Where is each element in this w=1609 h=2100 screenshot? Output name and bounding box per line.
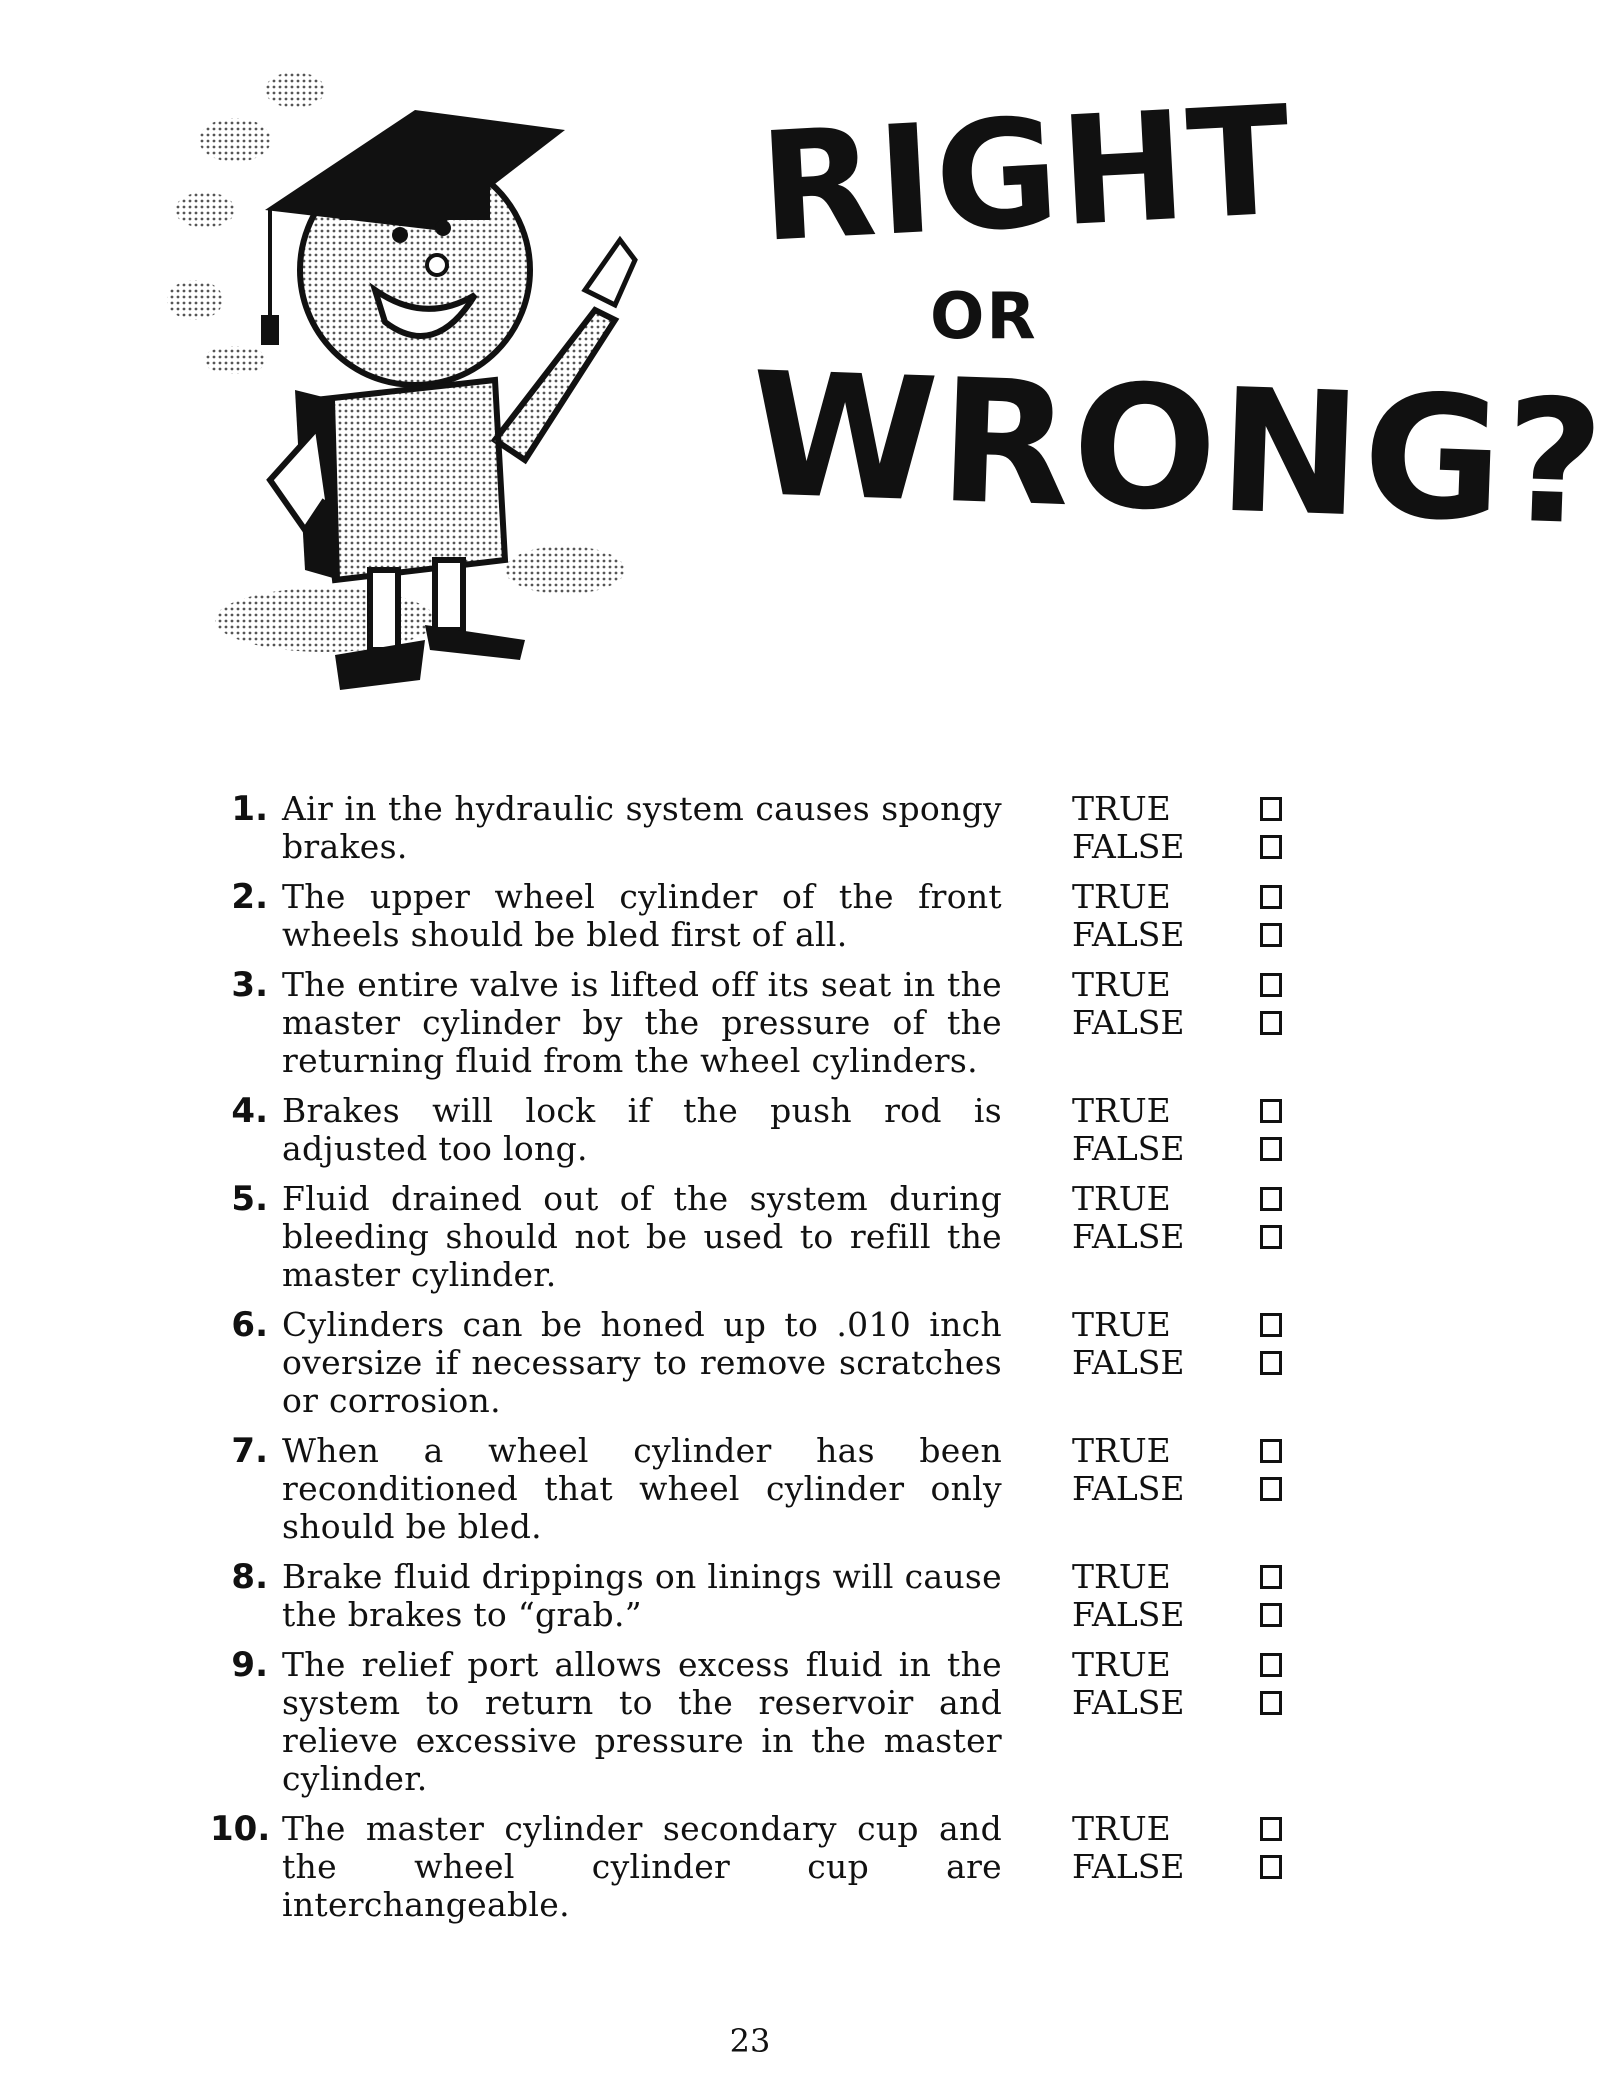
question-text: Cylinders can be honed up to .010 inch oversize if necessary to remove scratches or corrosion. bbox=[282, 1305, 1002, 1420]
true-option[interactable] bbox=[1072, 1558, 1282, 1596]
true-checkbox[interactable] bbox=[1260, 1187, 1282, 1211]
false-label: FALSE bbox=[1072, 1683, 1185, 1722]
quiz-question bbox=[210, 1306, 1340, 1420]
true-checkbox[interactable] bbox=[1260, 1313, 1282, 1337]
false-option[interactable] bbox=[1072, 1004, 1282, 1042]
question-number: 5. bbox=[231, 1179, 268, 1219]
true-label: TRUE bbox=[1072, 1305, 1171, 1344]
false-option[interactable] bbox=[1072, 1344, 1282, 1382]
true-checkbox[interactable] bbox=[1260, 885, 1282, 909]
answer-options bbox=[1072, 1558, 1282, 1634]
question-number: 1. bbox=[231, 789, 268, 829]
true-option[interactable] bbox=[1072, 1646, 1282, 1684]
answer-options bbox=[1072, 790, 1282, 866]
question-text: When a wheel cylinder has been reconditioned that wheel cylinder only should be bled. bbox=[282, 1431, 1002, 1546]
true-label: TRUE bbox=[1072, 789, 1171, 828]
question-number: 6. bbox=[231, 1305, 268, 1345]
true-option[interactable] bbox=[1072, 1432, 1282, 1470]
true-option[interactable] bbox=[1072, 1092, 1282, 1130]
false-label: FALSE bbox=[1072, 1469, 1185, 1508]
false-option[interactable] bbox=[1072, 828, 1282, 866]
true-option[interactable] bbox=[1072, 1180, 1282, 1218]
question-text: Brake fluid drippings on linings will cause the brakes to “grab.” bbox=[282, 1557, 1002, 1634]
false-checkbox[interactable] bbox=[1260, 1603, 1282, 1627]
false-option[interactable] bbox=[1072, 1130, 1282, 1168]
question-text: Brakes will lock if the push rod is adjusted too long. bbox=[282, 1091, 1002, 1168]
false-checkbox[interactable] bbox=[1260, 1691, 1282, 1715]
quiz-question bbox=[210, 966, 1340, 1080]
question-text: The relief port allows excess fluid in the system to return to the reservoir and relieve excessive pressure in the master cylinder. bbox=[282, 1645, 1002, 1798]
false-option[interactable] bbox=[1072, 1848, 1282, 1886]
false-label: FALSE bbox=[1072, 1595, 1185, 1634]
question-text: Air in the hydraulic system causes spongy brakes. bbox=[282, 789, 1002, 866]
title-or: OR bbox=[930, 280, 1038, 354]
answer-options bbox=[1072, 1810, 1282, 1886]
answer-options bbox=[1072, 1432, 1282, 1508]
true-option[interactable] bbox=[1072, 878, 1282, 916]
question-text: The entire valve is lifted off its seat in the master cylinder by the pressure of the returning fluid from the wheel cylinders. bbox=[282, 965, 1002, 1080]
true-label: TRUE bbox=[1072, 1091, 1171, 1130]
true-option[interactable] bbox=[1072, 790, 1282, 828]
false-option[interactable] bbox=[1072, 1596, 1282, 1634]
answer-options bbox=[1072, 878, 1282, 954]
quiz-question bbox=[210, 1432, 1340, 1546]
question-number: 4. bbox=[231, 1091, 268, 1131]
quiz-question bbox=[210, 790, 1340, 866]
question-text: The upper wheel cylinder of the front wheels should be bled first of all. bbox=[282, 877, 1002, 954]
true-checkbox[interactable] bbox=[1260, 973, 1282, 997]
false-label: FALSE bbox=[1072, 1003, 1185, 1042]
quiz-question bbox=[210, 1558, 1340, 1634]
false-label: FALSE bbox=[1072, 1343, 1185, 1382]
true-label: TRUE bbox=[1072, 1431, 1171, 1470]
true-label: TRUE bbox=[1072, 1809, 1171, 1848]
false-option[interactable] bbox=[1072, 1218, 1282, 1256]
quiz-question bbox=[210, 878, 1340, 954]
answer-options bbox=[1072, 1092, 1282, 1168]
false-checkbox[interactable] bbox=[1260, 923, 1282, 947]
false-label: FALSE bbox=[1072, 1847, 1185, 1886]
true-label: TRUE bbox=[1072, 965, 1171, 1004]
quiz-question bbox=[210, 1180, 1340, 1294]
question-text: Fluid drained out of the system during bleeding should not be used to refill the master cylinder. bbox=[282, 1179, 1002, 1294]
false-checkbox[interactable] bbox=[1260, 1011, 1282, 1035]
question-number: 7. bbox=[231, 1431, 268, 1471]
title-lettering bbox=[730, 74, 1609, 564]
true-checkbox[interactable] bbox=[1260, 1099, 1282, 1123]
page-number: 23 bbox=[729, 2022, 771, 2060]
title-wrong: WRONG? bbox=[746, 336, 1609, 564]
false-checkbox[interactable] bbox=[1260, 1351, 1282, 1375]
answer-options bbox=[1072, 1306, 1282, 1382]
question-number: 3. bbox=[231, 965, 268, 1005]
true-option[interactable] bbox=[1072, 1306, 1282, 1344]
false-option[interactable] bbox=[1072, 1684, 1282, 1722]
true-checkbox[interactable] bbox=[1260, 1565, 1282, 1589]
true-label: TRUE bbox=[1072, 1179, 1171, 1218]
answer-options bbox=[1072, 1646, 1282, 1722]
false-label: FALSE bbox=[1072, 915, 1185, 954]
true-checkbox[interactable] bbox=[1260, 1439, 1282, 1463]
false-checkbox[interactable] bbox=[1260, 1137, 1282, 1161]
title-right: RIGHT bbox=[755, 74, 1297, 276]
true-checkbox[interactable] bbox=[1260, 797, 1282, 821]
false-checkbox[interactable] bbox=[1260, 1855, 1282, 1879]
true-false-quiz bbox=[210, 790, 1340, 1936]
true-label: TRUE bbox=[1072, 877, 1171, 916]
quiz-question bbox=[210, 1810, 1340, 1924]
false-label: FALSE bbox=[1072, 827, 1185, 866]
true-label: TRUE bbox=[1072, 1645, 1171, 1684]
true-option[interactable] bbox=[1072, 1810, 1282, 1848]
true-label: TRUE bbox=[1072, 1557, 1171, 1596]
question-number: 8. bbox=[231, 1557, 268, 1597]
question-number: 10. bbox=[210, 1809, 271, 1849]
false-label: FALSE bbox=[1072, 1129, 1185, 1168]
true-option[interactable] bbox=[1072, 966, 1282, 1004]
answer-options bbox=[1072, 966, 1282, 1042]
false-checkbox[interactable] bbox=[1260, 835, 1282, 859]
false-option[interactable] bbox=[1072, 1470, 1282, 1508]
false-checkbox[interactable] bbox=[1260, 1225, 1282, 1249]
false-label: FALSE bbox=[1072, 1217, 1185, 1256]
question-number: 9. bbox=[231, 1645, 268, 1685]
true-checkbox[interactable] bbox=[1260, 1653, 1282, 1677]
question-number: 2. bbox=[231, 877, 268, 917]
false-option[interactable] bbox=[1072, 916, 1282, 954]
false-checkbox[interactable] bbox=[1260, 1477, 1282, 1501]
graduate-mascot-icon bbox=[175, 60, 655, 700]
quiz-question bbox=[210, 1646, 1340, 1798]
question-text: The master cylinder secondary cup and the wheel cylinder cup are interchangeable. bbox=[282, 1809, 1002, 1924]
answer-options bbox=[1072, 1180, 1282, 1256]
true-checkbox[interactable] bbox=[1260, 1817, 1282, 1841]
quiz-question bbox=[210, 1092, 1340, 1168]
